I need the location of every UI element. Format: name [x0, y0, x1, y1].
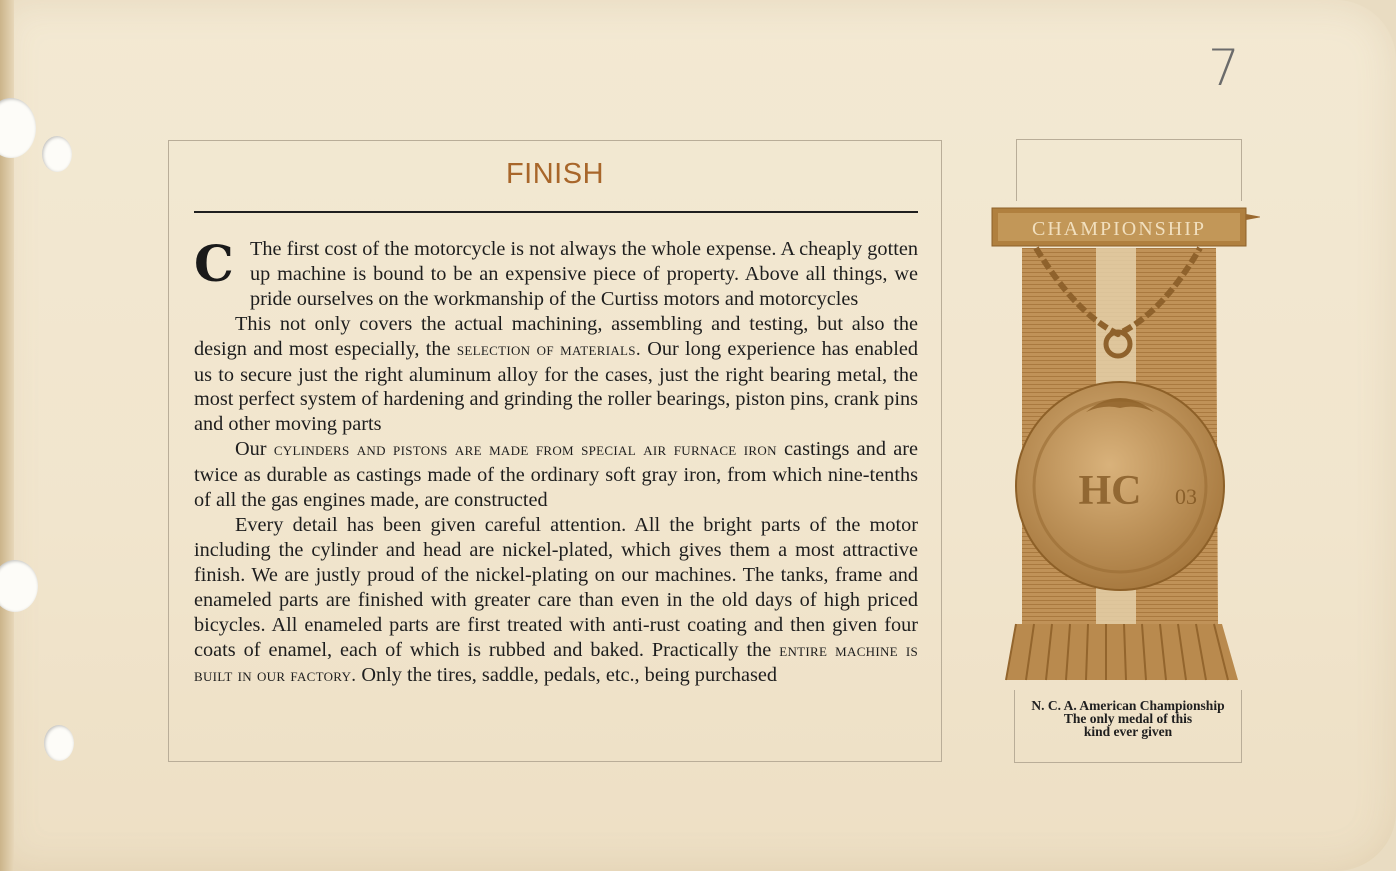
paragraph-1	[194, 234, 918, 312]
paragraph-4-smallcaps: entire machine is built in our factory.	[194, 639, 918, 687]
medal-pin-tip	[1246, 214, 1260, 220]
paragraph-3-text-a: Our	[235, 438, 274, 461]
caption-line-2: The only medal of this	[1063, 711, 1193, 726]
article-title: FINISH	[505, 158, 605, 190]
paragraph-2-text-b: Our long experience has enabled us to secure just the right aluminum alloy for the cases, just the right bearing metal, the most perfect system of hardening and grinding the roller bearings, piston pins, crank pins and other moving parts	[194, 337, 918, 436]
paragraph-4-text-a: Every detail has been given careful attention. All the bright parts of the motor including the cylinder and head are nickel-plated, which gives them a most attractive finish. We are justly proud of the nickel-plating on our machines. The tanks, frame and enameled parts are finished with greater care than even in the old days of high priced bicycles. All enameled parts are first treated with anti-rust coating and then given four coats of enamel, each of which is rubbed and baked. Practically the	[194, 513, 918, 661]
caption-line-1: N. C. A. American Championship	[1031, 698, 1225, 713]
medal-monogram: HC	[1078, 468, 1142, 514]
paragraph-2	[194, 312, 918, 438]
medal-year: 03	[1175, 484, 1197, 509]
paragraph-4-text-b: Only the tires, saddle, pedals, etc., being purchased	[356, 664, 778, 687]
paragraph-2-text-a: This not only covers the actual machining, assembling and testing, but also the design and most especially, the	[194, 312, 918, 360]
article-body	[194, 234, 918, 742]
paragraph-1-text: The first cost of the motorcycle is not always the whole expense. A cheaply gotten up machine is bound to be an expensive piece of property. Above all things, we pride ourselves on the workmanship of the Curtiss motors and motorcycles	[250, 238, 918, 310]
paragraph-3-smallcaps: cylinders and pistons are made from special air furnace iron	[273, 439, 777, 461]
binder-hole-bottom	[44, 725, 74, 761]
paragraph-3	[194, 437, 918, 513]
binder-hole-middle	[0, 560, 38, 612]
paragraph-4	[194, 513, 918, 689]
page-number: 7	[1208, 39, 1240, 97]
caption-line-3: kind ever given	[1083, 724, 1173, 739]
paragraph-2-smallcaps: selection of materials.	[456, 338, 641, 360]
ribbon-fringe	[1006, 624, 1238, 680]
drop-cap: C	[194, 234, 234, 293]
medal-caption	[1014, 699, 1242, 738]
championship-medal-image	[986, 204, 1260, 690]
image-frame-top	[1016, 139, 1242, 201]
binder-notch-top	[0, 98, 36, 158]
paragraph-3-text-b: castings and are twice as durable as castings made of the ordinary soft gray iron, from which nine-tenths of all the gas engines made, are constructed	[194, 438, 918, 512]
title-rule	[194, 211, 918, 213]
medal-bar-text: CHAMPIONSHIP	[1031, 218, 1207, 240]
